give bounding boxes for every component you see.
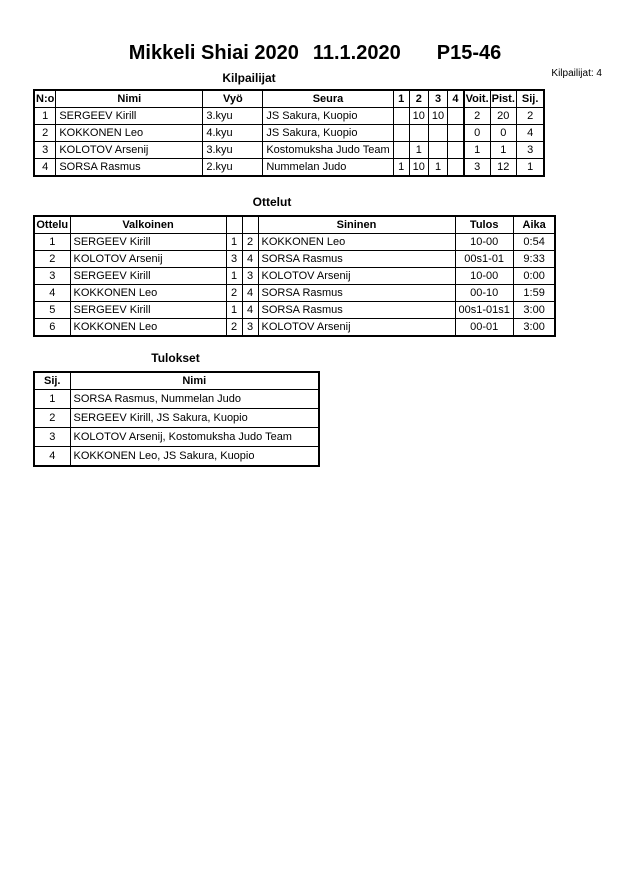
cell-name: KOKKONEN Leo bbox=[56, 125, 203, 142]
column-header: Valkoinen bbox=[70, 216, 226, 234]
cell-blue-name: SORSA Rasmus bbox=[258, 251, 455, 268]
table-row bbox=[34, 285, 555, 302]
event-date: 11.1.2020 bbox=[312, 42, 401, 64]
section-title-results: Tulokset bbox=[151, 351, 200, 365]
cell-points: 1 bbox=[490, 142, 516, 159]
cell-result: 00-10 bbox=[455, 285, 513, 302]
cell-white-name: KOLOTOV Arsenij bbox=[70, 251, 226, 268]
cell-round-2 bbox=[409, 125, 428, 142]
cell-name: SERGEEV Kirill, JS Sakura, Kuopio bbox=[70, 409, 319, 428]
cell-club: JS Sakura, Kuopio bbox=[263, 108, 393, 125]
cell-white-name: SERGEEV Kirill bbox=[70, 268, 226, 285]
cell-time: 3:00 bbox=[513, 302, 555, 319]
column-header: Ottelu bbox=[34, 216, 70, 234]
cell-result: 10-00 bbox=[455, 234, 513, 251]
cell-blue-number: 4 bbox=[242, 285, 258, 302]
column-header: Seura bbox=[263, 90, 393, 108]
cell-belt: 3.kyu bbox=[203, 108, 263, 125]
table-row bbox=[34, 447, 319, 467]
cell-white-name: SERGEEV Kirill bbox=[70, 302, 226, 319]
column-header: Voit. bbox=[464, 90, 491, 108]
cell-round-1 bbox=[393, 142, 409, 159]
cell-white-number: 1 bbox=[226, 302, 242, 319]
cell-round-4 bbox=[448, 125, 464, 142]
cell-place: 4 bbox=[34, 447, 70, 467]
category-code: P15-46 bbox=[436, 42, 502, 64]
competitors-table bbox=[33, 89, 545, 177]
cell-name: SORSA Rasmus bbox=[56, 159, 203, 177]
cell-points: 12 bbox=[490, 159, 516, 177]
cell-match-no: 4 bbox=[34, 285, 70, 302]
cell-round-3 bbox=[428, 125, 447, 142]
column-header bbox=[226, 216, 242, 234]
cell-time: 0:54 bbox=[513, 234, 555, 251]
cell-belt: 4.kyu bbox=[203, 125, 263, 142]
cell-round-2: 1 bbox=[409, 142, 428, 159]
cell-round-4 bbox=[448, 142, 464, 159]
cell-round-2: 10 bbox=[409, 159, 428, 177]
cell-blue-name: KOLOTOV Arsenij bbox=[258, 319, 455, 337]
column-header: N:o bbox=[34, 90, 56, 108]
cell-club: JS Sakura, Kuopio bbox=[263, 125, 393, 142]
cell-blue-number: 3 bbox=[242, 319, 258, 337]
cell-no: 1 bbox=[34, 108, 56, 125]
column-header: 3 bbox=[428, 90, 447, 108]
column-header: Vyö bbox=[203, 90, 263, 108]
cell-result: 00s1-01 bbox=[455, 251, 513, 268]
table-row bbox=[34, 302, 555, 319]
cell-wins: 1 bbox=[464, 142, 491, 159]
cell-blue-name: SORSA Rasmus bbox=[258, 302, 455, 319]
cell-result: 00-01 bbox=[455, 319, 513, 337]
cell-name: KOKKONEN Leo, JS Sakura, Kuopio bbox=[70, 447, 319, 467]
cell-blue-number: 2 bbox=[242, 234, 258, 251]
cell-time: 1:59 bbox=[513, 285, 555, 302]
cell-match-no: 5 bbox=[34, 302, 70, 319]
cell-blue-number: 4 bbox=[242, 251, 258, 268]
cell-blue-name: KOLOTOV Arsenij bbox=[258, 268, 455, 285]
cell-white-number: 1 bbox=[226, 234, 242, 251]
cell-time: 3:00 bbox=[513, 319, 555, 337]
cell-round-3: 10 bbox=[428, 108, 447, 125]
cell-place: 3 bbox=[516, 142, 544, 159]
event-name: Mikkeli Shiai 2020 bbox=[128, 42, 299, 64]
cell-belt: 3.kyu bbox=[203, 142, 263, 159]
cell-club: Kostomuksha Judo Team bbox=[263, 142, 393, 159]
cell-result: 10-00 bbox=[455, 268, 513, 285]
matches-table bbox=[33, 215, 556, 337]
table-row bbox=[34, 390, 319, 409]
cell-blue-name: KOKKONEN Leo bbox=[258, 234, 455, 251]
cell-points: 0 bbox=[490, 125, 516, 142]
cell-white-name: KOKKONEN Leo bbox=[70, 285, 226, 302]
section-title-competitors: Kilpailijat bbox=[222, 71, 276, 85]
cell-name: SORSA Rasmus, Nummelan Judo bbox=[70, 390, 319, 409]
cell-round-1: 1 bbox=[393, 159, 409, 177]
table-header-row bbox=[34, 372, 319, 390]
cell-round-2: 10 bbox=[409, 108, 428, 125]
column-header: Nimi bbox=[70, 372, 319, 390]
cell-place: 3 bbox=[34, 428, 70, 447]
cell-time: 9:33 bbox=[513, 251, 555, 268]
cell-match-no: 6 bbox=[34, 319, 70, 337]
cell-points: 20 bbox=[490, 108, 516, 125]
cell-no: 2 bbox=[34, 125, 56, 142]
table-row bbox=[34, 319, 555, 337]
column-header: Pist. bbox=[490, 90, 516, 108]
page-title bbox=[0, 0, 630, 65]
column-header bbox=[242, 216, 258, 234]
cell-blue-name: SORSA Rasmus bbox=[258, 285, 455, 302]
cell-white-number: 2 bbox=[226, 319, 242, 337]
column-header: Aika bbox=[513, 216, 555, 234]
column-header: 2 bbox=[409, 90, 428, 108]
table-row bbox=[34, 251, 555, 268]
cell-white-name: SERGEEV Kirill bbox=[70, 234, 226, 251]
cell-result: 00s1-01s1 bbox=[455, 302, 513, 319]
cell-wins: 2 bbox=[464, 108, 491, 125]
cell-club: Nummelan Judo bbox=[263, 159, 393, 177]
cell-white-number: 1 bbox=[226, 268, 242, 285]
table-header-row bbox=[34, 90, 544, 108]
cell-name: KOLOTOV Arsenij, Kostomuksha Judo Team bbox=[70, 428, 319, 447]
table-row bbox=[34, 234, 555, 251]
cell-place: 2 bbox=[516, 108, 544, 125]
table-row bbox=[34, 125, 544, 142]
cell-place: 2 bbox=[34, 409, 70, 428]
column-header: Sij. bbox=[516, 90, 544, 108]
cell-round-4 bbox=[448, 108, 464, 125]
table-header-row bbox=[34, 216, 555, 234]
column-header: Tulos bbox=[455, 216, 513, 234]
cell-round-1 bbox=[393, 108, 409, 125]
cell-round-4 bbox=[448, 159, 464, 177]
cell-name: KOLOTOV Arsenij bbox=[56, 142, 203, 159]
cell-wins: 3 bbox=[464, 159, 491, 177]
cell-blue-number: 4 bbox=[242, 302, 258, 319]
table-row bbox=[34, 159, 544, 177]
cell-name: SERGEEV Kirill bbox=[56, 108, 203, 125]
column-header: 1 bbox=[393, 90, 409, 108]
column-header: Sininen bbox=[258, 216, 455, 234]
cell-place: 1 bbox=[516, 159, 544, 177]
results-table bbox=[33, 371, 320, 467]
cell-no: 4 bbox=[34, 159, 56, 177]
cell-time: 0:00 bbox=[513, 268, 555, 285]
cell-place: 1 bbox=[34, 390, 70, 409]
cell-round-1 bbox=[393, 125, 409, 142]
cell-round-3: 1 bbox=[428, 159, 447, 177]
cell-match-no: 1 bbox=[34, 234, 70, 251]
cell-blue-number: 3 bbox=[242, 268, 258, 285]
cell-match-no: 3 bbox=[34, 268, 70, 285]
column-header: Nimi bbox=[56, 90, 203, 108]
table-row bbox=[34, 428, 319, 447]
cell-no: 3 bbox=[34, 142, 56, 159]
table-row bbox=[34, 268, 555, 285]
cell-round-3 bbox=[428, 142, 447, 159]
cell-white-name: KOKKONEN Leo bbox=[70, 319, 226, 337]
competitors-count-label: Kilpailijat: 4 bbox=[551, 68, 602, 79]
cell-match-no: 2 bbox=[34, 251, 70, 268]
column-header: 4 bbox=[448, 90, 464, 108]
cell-belt: 2.kyu bbox=[203, 159, 263, 177]
section-title-matches: Ottelut bbox=[252, 195, 292, 209]
cell-wins: 0 bbox=[464, 125, 491, 142]
table-row bbox=[34, 142, 544, 159]
cell-white-number: 3 bbox=[226, 251, 242, 268]
table-row bbox=[34, 108, 544, 125]
table-row bbox=[34, 409, 319, 428]
column-header: Sij. bbox=[34, 372, 70, 390]
cell-white-number: 2 bbox=[226, 285, 242, 302]
cell-place: 4 bbox=[516, 125, 544, 142]
